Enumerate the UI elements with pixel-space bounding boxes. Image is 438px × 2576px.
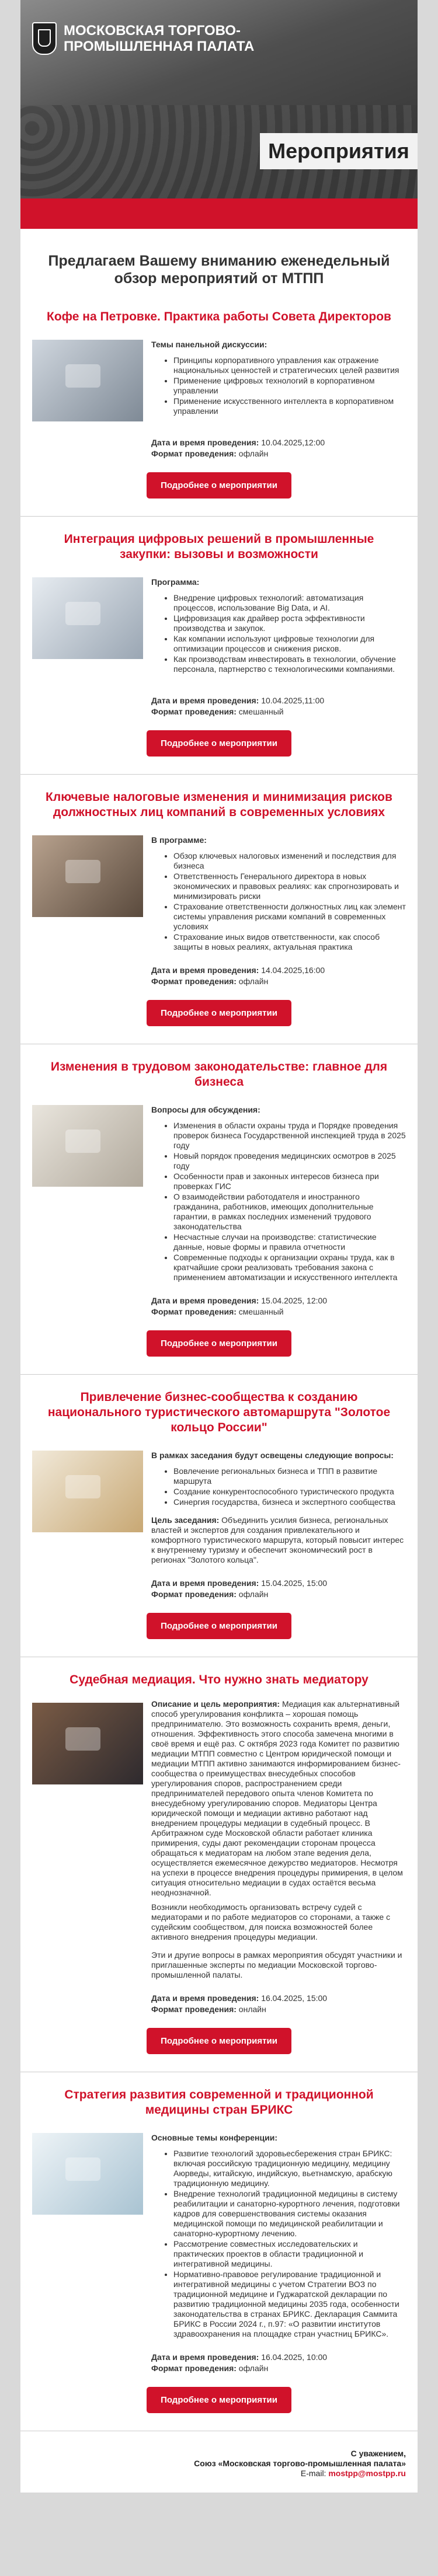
event-lead: Вопросы для обсуждения: <box>151 1105 260 1114</box>
format-value: офлайн <box>238 1589 269 1599</box>
list-item: • Особенности прав и законных интересов бизнеса при проверках ГИС <box>173 1172 406 1191</box>
format-label: Формат проведения: <box>151 449 237 458</box>
list-item: • Принципы корпоративного управления как отражение национальных ценностей и стратегических целей развития <box>173 355 406 375</box>
format-label: Формат проведения: <box>151 977 237 986</box>
description-paragraph: Эти и другие вопросы в рамках мероприятия обсудят участники и приглашенные эксперты по медиации Московской торгово-промышленной палаты. <box>151 1950 402 1979</box>
date-value: 16.04.2025, 15:00 <box>261 1993 328 2003</box>
format-value: смешанный <box>238 707 284 716</box>
accent-bar <box>20 198 418 229</box>
format-label: Формат проведения: <box>151 2005 237 2014</box>
footer-org: Союз «Московская торгово-промышленная палата» <box>194 2459 406 2468</box>
list-item: • Создание конкурентоспособного туристического продукта <box>173 1487 406 1497</box>
event-lead: В рамках заседания будут освещены следующие вопросы: <box>151 1451 394 1460</box>
event-details-button[interactable]: Подробнее о мероприятии <box>147 2387 291 2413</box>
footer <box>20 2431 418 2493</box>
footer-email-link[interactable]: mostpp@mostpp.ru <box>328 2469 406 2478</box>
list-item: • Применение искусственного интеллекта в корпоративном управлении <box>173 396 406 416</box>
date-label: Дата и время проведения: <box>151 965 259 975</box>
format-value: смешанный <box>238 1307 284 1316</box>
event-lead: Темы панельной дискуссии: <box>151 340 267 349</box>
section-banner <box>260 133 418 169</box>
list-item: • Вовлечение региональных бизнеса и ТПП в развитие маршрута <box>173 1466 406 1486</box>
list-item: • Рассмотрение совместных исследовательских и практических проектов в области традиционной и интегративной медицины. <box>173 2239 406 2269</box>
list-item: • Как производствам инвестировать в технологии, обучение персонала, партнерство с технологическими компаниями. <box>173 654 406 674</box>
event-details-button[interactable]: Подробнее о мероприятии <box>147 730 291 757</box>
list-item: • О взаимодействии работодателя и иностранного гражданина, работников, имеющих дополнительные гарантии, в рамках последних изменений трудового законодательства <box>173 1192 406 1232</box>
event-title[interactable]: Ключевые налоговые изменения и минимизация рисков должностных лиц компаний в современных условиях <box>46 790 392 819</box>
list-item: • Обзор ключевых налоговых изменений и последствия для бизнеса <box>173 851 406 871</box>
list-item: • Страхование ответственности должностных лиц как элемент системы управления рисками компаний в современных условиях <box>173 902 406 932</box>
goal-text: Объединить усилия бизнеса, региональных властей и экспертов для создания привлекательного и комфортного туристического маршрута, который повысит интерес к внутреннему туризму и обеспечит экономический рост в регионах "Золотого кольца". <box>151 1515 404 1564</box>
format-value: офлайн <box>238 2364 269 2373</box>
list-item: • Цифровизация как драйвер роста эффективности производства и закупок. <box>173 614 406 633</box>
event-lead: Основные темы конференции: <box>151 2133 277 2142</box>
date-label: Дата и время проведения: <box>151 696 259 705</box>
date-label: Дата и время проведения: <box>151 1993 259 2003</box>
event-card <box>20 1672 418 2072</box>
event-details-button[interactable]: Подробнее о мероприятии <box>147 1613 291 1639</box>
event-image[interactable] <box>32 2133 143 2215</box>
event-title[interactable]: Привлечение бизнес-сообщества к созданию национального туристического автомаршрута "Золотое кольцо России" <box>47 1390 391 1434</box>
event-card <box>20 790 418 1044</box>
event-image[interactable] <box>32 340 143 421</box>
event-details-button[interactable]: Подробнее о мероприятии <box>147 472 291 499</box>
event-image[interactable] <box>32 577 143 659</box>
list-item: • Новый порядок проведения медицинских осмотров в 2025 году <box>173 1151 406 1171</box>
description-paragraph: Возникли необходимость организовать встречу судей с медиаторами и по работе медиаторов со сторонами, а также с судейским сообществом, для поиска возможностей более активного внедрения процедуры медиации. <box>151 1902 391 1941</box>
description-paragraph: Медиация как альтернативный способ урегулирования конфликта – хорошая помощь предпринимателю. Это возможность сохранить время, деньги, отношения. Эффективность этого способа замечена многими в своё время и ещё раз. С октября 2023 года Комитет по развитию медиации МТПП совместно с Центром юридической помощи и медиации МТПП активно занимаются информированием бизнес-сообщества о преимуществах внесудебных способов урегулирования споров, распространением среди предпринимателей передового опыта членов Комитета по внесудебному урегулированию споров. Медиаторы Центра юридической помощи и медиации активно работают над внедрением процедуры медиации в судебный процесс. В Арбитражном суде Московской области работает клиника примирения, суды дают рекомендации сторонам процесса обращаться к медиаторам на любом этапе ведения дела, осуществляется ежемесячное дежурство медиаторов. Несмотря на успехи в процессе внедрения процедуры примирения, в целом ситуация относительно медиации в судах остаётся весьма неоднозначной. <box>151 1699 403 1897</box>
event-details-button[interactable]: Подробнее о мероприятии <box>147 1000 291 1026</box>
date-label: Дата и время проведения: <box>151 1296 259 1305</box>
event-card <box>20 309 418 517</box>
list-item: • Несчастные случаи на производстве: статистические данные, новые формы и правила отчетности <box>173 1232 406 1252</box>
event-details-button[interactable]: Подробнее о мероприятии <box>147 2028 291 2054</box>
format-value: офлайн <box>238 449 269 458</box>
event-lead: В программе: <box>151 835 207 845</box>
list-item: • Развитие технологий здоровьесбережения стран БРИКС: включая российскую традиционную медицину, медицину Аюрведы, китайскую, индийскую, вьетнамскую, арабскую традиционную медицину. <box>173 2149 406 2188</box>
event-details-button[interactable]: Подробнее о мероприятии <box>147 1330 291 1357</box>
event-title[interactable]: Судебная медиация. Что нужно знать медиатору <box>69 1673 369 1686</box>
list-item: • Ответственность Генерального директора в новых экономических и правовых реалиях: как спрогнозировать и минимизировать риски <box>173 872 406 901</box>
date-label: Дата и время проведения: <box>151 2352 259 2362</box>
format-label: Формат проведения: <box>151 2364 237 2373</box>
org-name: МОСКОВСКАЯ ТОРГОВО-ПРОМЫШЛЕННАЯ ПАЛАТА <box>64 23 255 54</box>
list-item: • Внедрение технологий традиционной медицины в систему реабилитации и санаторно-курортного лечения, подготовки кадров для совершенствования системы оказания медицинской помощи по медицинской реабилитации и санаторно-курортному лечению. <box>173 2189 406 2239</box>
date-value: 15.04.2025, 15:00 <box>261 1578 328 1588</box>
list-item: • Синергия государства, бизнеса и экспертного сообщества <box>173 1497 406 1507</box>
date-value: 10.04.2025,12:00 <box>261 438 325 447</box>
event-title[interactable]: Кофе на Петровке. Практика работы Совета Директоров <box>47 310 391 323</box>
list-item: • Применение цифровых технологий в корпоративном управлении <box>173 376 406 396</box>
date-value: 15.04.2025, 12:00 <box>261 1296 328 1305</box>
header-hero <box>20 0 418 198</box>
event-card <box>20 1059 418 1375</box>
list-item: • Современные подходы к организации охраны труда, как в кратчайшие сроки реализовать требования закона с применением автоматизации и искусственного интеллекта <box>173 1253 406 1282</box>
event-image[interactable] <box>32 1703 143 1784</box>
intro-heading: Предлагаем Вашему вниманию еженедельный обзор мероприятий от МТПП <box>48 253 390 287</box>
logo[interactable] <box>32 22 256 55</box>
event-card <box>20 1390 418 1657</box>
date-value: 14.04.2025,16:00 <box>261 965 325 975</box>
list-item: • Изменения в области охраны труда и Порядке проведения проверок бизнеса Государственной инспекцией труда в 2025 году <box>173 1121 406 1151</box>
footer-email-label: E-mail: <box>300 2469 326 2478</box>
date-label: Дата и время проведения: <box>151 1578 259 1588</box>
format-value: офлайн <box>238 977 269 986</box>
event-card <box>20 532 418 775</box>
list-item: • Нормативно-правовое регулирование традиционной и интегративной медицины с учетом Стратегии ВОЗ по традиционной медицине и Гуджаратской декларации по развитию традиционной медицины 2035 года, особенности законодательства в странах БРИКС. Декларация Саммита БРИКС в России 2024 г., п.97: «О развитии институтов здравоохранения на площадке стран участниц БРИКС». <box>173 2270 406 2339</box>
list-item: • Внедрение цифровых технологий: автоматизация процессов, использование Big Data, и AI. <box>173 593 406 613</box>
format-value: онлайн <box>238 2005 266 2014</box>
date-value: 16.04.2025, 10:00 <box>261 2352 328 2362</box>
footer-regards: С уважением, <box>350 2449 406 2458</box>
list-item: • Страхование иных видов ответственности, как способ защиты в новых реалиях, актуальная практика <box>173 932 406 952</box>
event-title[interactable]: Изменения в трудовом законодательстве: главное для бизнеса <box>50 1060 388 1089</box>
event-image[interactable] <box>32 835 143 917</box>
event-image[interactable] <box>32 1105 143 1187</box>
date-value: 10.04.2025,11:00 <box>261 696 325 705</box>
date-label: Дата и время проведения: <box>151 438 259 447</box>
banner-title: Мероприятия <box>268 139 409 163</box>
list-item: • Как компании используют цифровые технологии для оптимизации процессов и снижения рисков. <box>173 634 406 654</box>
format-label: Формат проведения: <box>151 1589 237 1599</box>
format-label: Формат проведения: <box>151 707 237 716</box>
event-title[interactable]: Стратегия развития современной и традиционной медицины стран БРИКС <box>64 2088 374 2117</box>
event-lead: Описание и цель мероприятия: <box>151 1699 280 1709</box>
event-title[interactable]: Интеграция цифровых решений в промышленные закупки: вызовы и возможности <box>64 532 374 561</box>
goal-label: Цель заседания: <box>151 1515 220 1525</box>
event-lead: Программа: <box>151 577 200 587</box>
event-card <box>20 2087 418 2431</box>
chamber-emblem-icon <box>32 22 57 55</box>
format-label: Формат проведения: <box>151 1307 237 1316</box>
newsletter <box>20 0 418 2493</box>
event-image[interactable] <box>32 1451 143 1532</box>
